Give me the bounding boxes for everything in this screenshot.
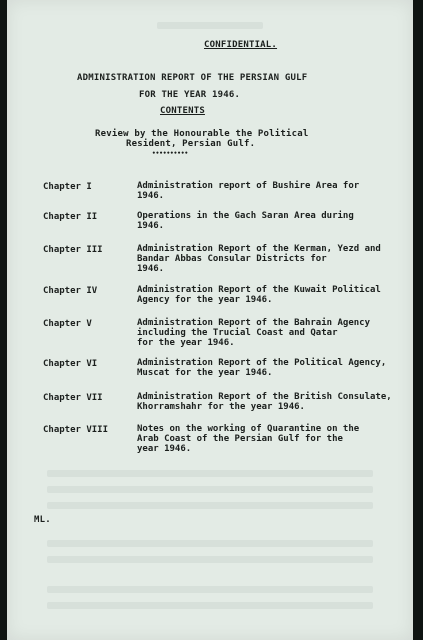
chapter-line: Administration Report of the Kuwait Political bbox=[137, 285, 381, 295]
show-through-mark bbox=[47, 540, 373, 547]
chapter-description bbox=[137, 392, 407, 412]
chapter-line: Bandar Abbas Consular Districts for bbox=[137, 254, 327, 264]
chapter-line: Notes on the working of Quarantine on the bbox=[137, 424, 360, 434]
chapter-line: for the year 1946. bbox=[137, 338, 235, 348]
show-through-mark bbox=[47, 486, 373, 493]
report-title-line1: ADMINISTRATION REPORT OF THE PERSIAN GULF bbox=[77, 73, 308, 83]
classification-heading: CONFIDENTIAL. bbox=[204, 40, 278, 50]
contents-heading: CONTENTS bbox=[160, 106, 205, 116]
typist-initials: ML. bbox=[34, 515, 51, 525]
chapter-description bbox=[137, 285, 407, 305]
chapter-label: Chapter VIII bbox=[43, 425, 109, 435]
chapter-label: Chapter VI bbox=[43, 359, 98, 369]
chapter-line: Agency for the year 1946. bbox=[137, 295, 273, 305]
chapter-line: Administration Report of the British Consulate, bbox=[137, 392, 392, 402]
chapter-line: 1946. bbox=[137, 191, 165, 201]
chapter-label: Chapter IV bbox=[43, 286, 98, 296]
review-line1: Review by the Honourable the Political bbox=[95, 129, 309, 139]
chapter-description bbox=[137, 181, 407, 201]
chapter-label: Chapter V bbox=[43, 319, 92, 329]
show-through-mark bbox=[157, 22, 263, 29]
chapter-line: Administration report of Bushire Area for bbox=[137, 181, 360, 191]
chapter-line: Muscat for the year 1946. bbox=[137, 368, 273, 378]
chapter-line: year 1946. bbox=[137, 444, 192, 454]
chapter-line: 1946. bbox=[137, 221, 165, 231]
chapter-line: including the Trucial Coast and Qatar bbox=[137, 328, 338, 338]
review-separator: •••••••••• bbox=[152, 150, 189, 157]
show-through-mark bbox=[47, 586, 373, 593]
show-through-mark bbox=[47, 470, 373, 477]
chapter-line: Operations in the Gach Saran Area during bbox=[137, 211, 354, 221]
chapter-line: Arab Coast of the Persian Gulf for the bbox=[137, 434, 343, 444]
chapter-description bbox=[137, 318, 407, 348]
chapter-label: Chapter I bbox=[43, 182, 92, 192]
chapter-line: 1946. bbox=[137, 264, 165, 274]
chapter-line: Khorramshahr for the year 1946. bbox=[137, 402, 305, 412]
chapter-label: Chapter III bbox=[43, 245, 103, 255]
chapter-label: Chapter II bbox=[43, 212, 98, 222]
chapter-line: Administration Report of the Bahrain Agency bbox=[137, 318, 370, 328]
chapter-line: Administration Report of the Political Agency, bbox=[137, 358, 387, 368]
report-title-line2: FOR THE YEAR 1946. bbox=[139, 90, 241, 100]
chapter-label: Chapter VII bbox=[43, 393, 103, 403]
review-line2: Resident, Persian Gulf. bbox=[126, 139, 256, 149]
show-through-mark bbox=[47, 502, 373, 509]
document-page bbox=[7, 0, 413, 640]
chapter-line: Administration Report of the Kerman, Yezd and bbox=[137, 244, 381, 254]
show-through-mark bbox=[47, 602, 373, 609]
show-through-mark bbox=[47, 556, 373, 563]
chapter-description bbox=[137, 358, 407, 378]
chapter-description bbox=[137, 424, 407, 454]
chapter-description bbox=[137, 244, 407, 274]
chapter-description bbox=[137, 211, 407, 231]
